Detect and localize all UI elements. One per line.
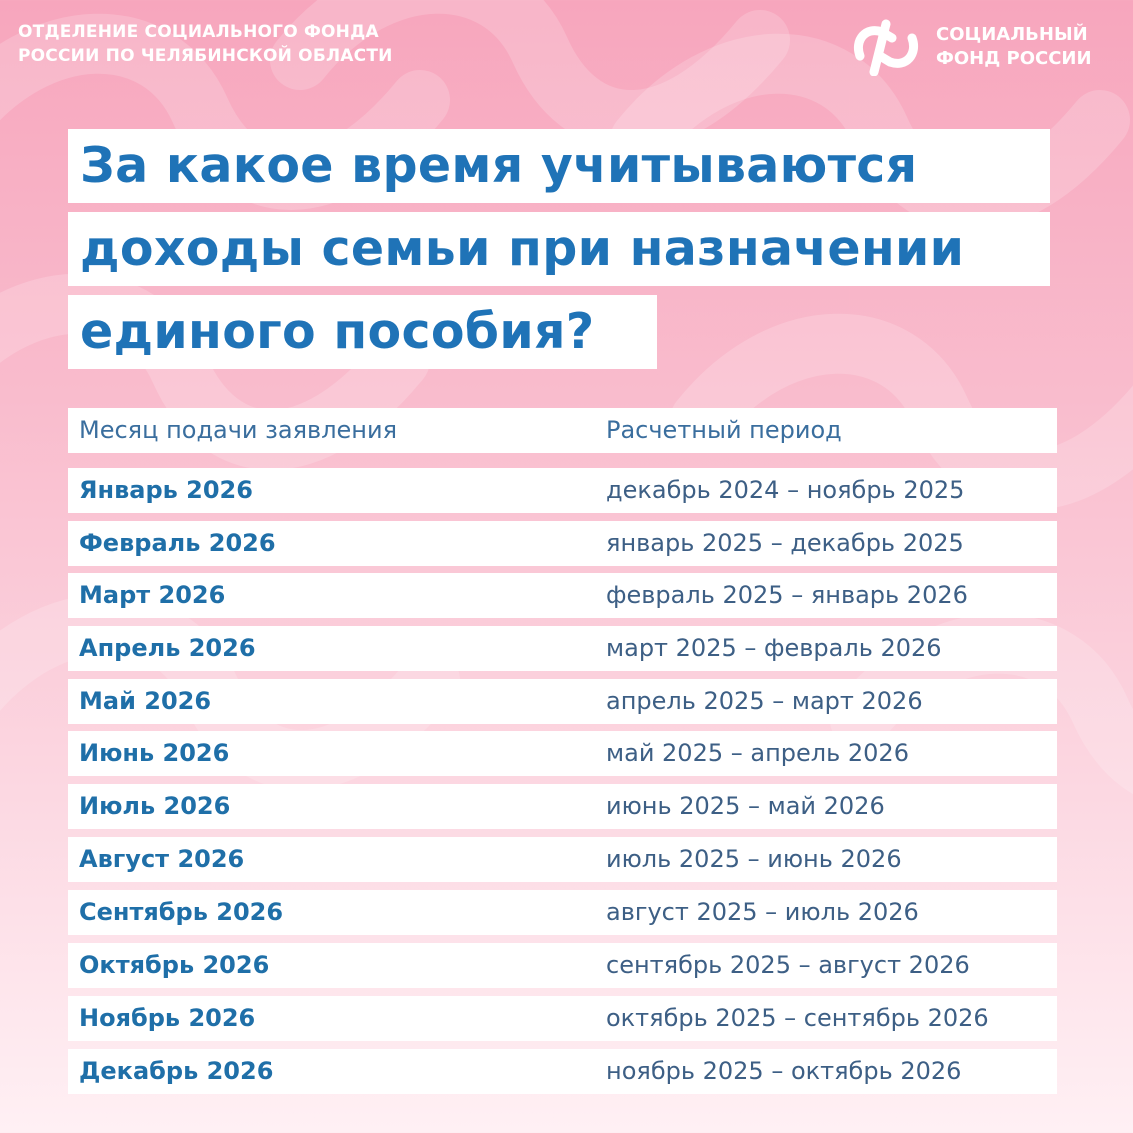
calculation-period: сентябрь 2025 – август 2026	[606, 951, 970, 979]
application-month: Апрель 2026	[79, 634, 256, 662]
application-month: Май 2026	[79, 687, 212, 715]
table-row	[68, 468, 1057, 513]
org-name-line1: ОТДЕЛЕНИЕ СОЦИАЛЬНОГО ФОНДА	[18, 22, 379, 42]
application-month: Ноябрь 2026	[79, 1004, 256, 1032]
org-name-line2: РОССИИ ПО ЧЕЛЯБИНСКОЙ ОБЛАСТИ	[18, 46, 393, 66]
table-row	[68, 731, 1057, 776]
table-row	[68, 837, 1057, 882]
application-month: Март 2026	[79, 581, 226, 609]
application-month: Сентябрь 2026	[79, 898, 284, 926]
calculation-period: июль 2025 – июнь 2026	[606, 845, 902, 873]
application-month: Январь 2026	[79, 476, 253, 504]
brand-name	[936, 23, 1133, 71]
calculation-period: август 2025 – июль 2026	[606, 898, 919, 926]
title-line-3: единого пособия?	[68, 295, 657, 369]
table-row	[68, 1049, 1057, 1094]
table-header-row	[68, 408, 1057, 453]
calculation-period: март 2025 – февраль 2026	[606, 634, 942, 662]
calculation-period: октябрь 2025 – сентябрь 2026	[606, 1004, 989, 1032]
column-header-period: Расчетный период	[606, 416, 842, 444]
title-line-2: доходы семьи при назначении	[68, 212, 1050, 286]
table-row	[68, 573, 1057, 618]
brand-name-line1: СОЦИАЛЬНЫЙ	[936, 24, 1088, 45]
application-month: Декабрь 2026	[79, 1057, 274, 1085]
application-month: Июнь 2026	[79, 739, 230, 767]
table-row	[68, 521, 1057, 566]
application-month: Октябрь 2026	[79, 951, 270, 979]
calculation-period: ноябрь 2025 – октябрь 2026	[606, 1057, 962, 1085]
social-fund-logo-icon	[852, 18, 920, 76]
calculation-period: январь 2025 – декабрь 2025	[606, 529, 964, 557]
org-name	[18, 20, 498, 68]
calculation-period: май 2025 – апрель 2026	[606, 739, 909, 767]
calculation-period: июнь 2025 – май 2026	[606, 792, 885, 820]
application-month: Июль 2026	[79, 792, 231, 820]
application-month: Август 2026	[79, 845, 245, 873]
calculation-period: декабрь 2024 – ноябрь 2025	[606, 476, 965, 504]
table-row	[68, 626, 1057, 671]
table-row	[68, 943, 1057, 988]
application-month: Февраль 2026	[79, 529, 276, 557]
title-line-1: За какое время учитываются	[68, 129, 1050, 203]
brand-name-line2: ФОНД РОССИИ	[936, 48, 1092, 69]
calculation-period: апрель 2025 – март 2026	[606, 687, 923, 715]
table-row	[68, 890, 1057, 935]
brand	[852, 18, 1133, 76]
calculation-period: февраль 2025 – январь 2026	[606, 581, 968, 609]
table-row	[68, 784, 1057, 829]
table-row	[68, 679, 1057, 724]
column-header-month: Месяц подачи заявления	[79, 416, 398, 444]
table-row	[68, 996, 1057, 1041]
